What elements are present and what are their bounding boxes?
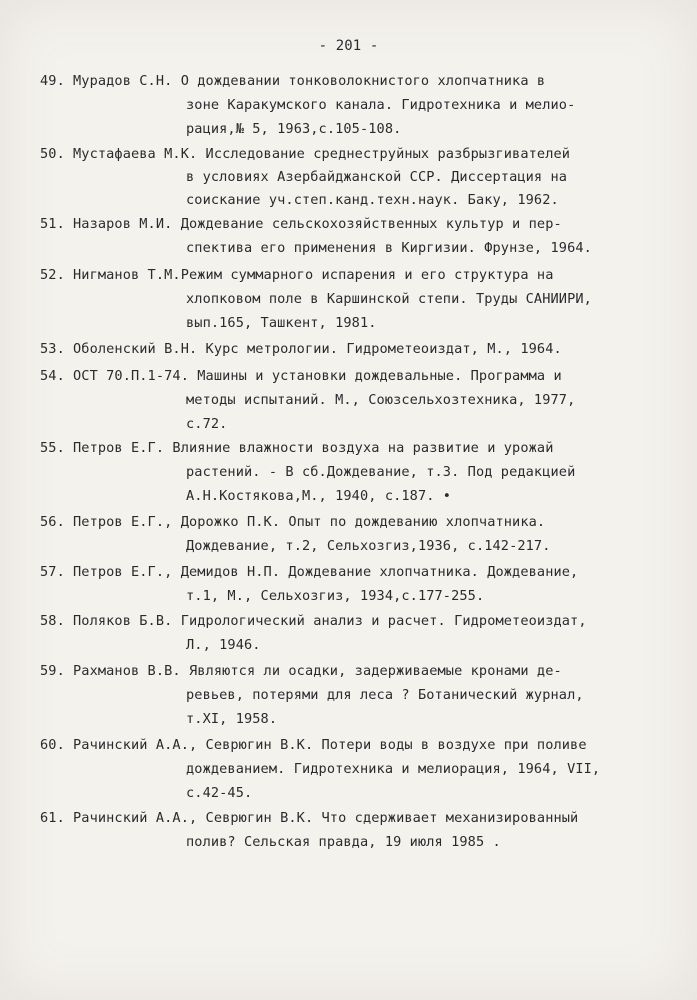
reference-line: дождеванием. Гидротехника и мелиорация, 1964, VII, (186, 761, 601, 777)
reference-line: Л., 1946. (186, 637, 261, 653)
reference-number: 52. (40, 267, 65, 283)
reference-line: в условиях Азербайджанской ССР. Диссертация на (186, 169, 568, 185)
reference-number: 57. (40, 564, 65, 580)
reference-number: 49. (40, 73, 65, 89)
reference-line: Поляков Б.В. Гидрологический анализ и расчет. Гидрометеоиздат, (73, 613, 587, 629)
reference-line: Петров Е.Г., Дорожко П.К. Опыт по дождеванию хлопчатника. (73, 514, 546, 530)
reference-line: соискание уч.степ.канд.техн.наук. Баку, 1962. (186, 192, 559, 208)
reference-number: 56. (40, 514, 65, 530)
reference-line: Рачинский А.А., Севрюгин В.К. Потери воды в воздухе при поливе (73, 737, 587, 753)
reference-number: 53. (40, 341, 65, 357)
reference-line: полив? Сельская правда, 19 июля 1985 . (186, 834, 501, 850)
reference-line: спектива его применения в Киргизии. Фрунзе, 1964. (186, 240, 592, 256)
page-number: - 201 - (318, 38, 379, 54)
reference-line: методы испытаний. М., Союзсельхозтехника, 1977, (186, 392, 576, 408)
reference-line: Петров Е.Г. Влияние влажности воздуха на развитие и урожай (73, 440, 554, 456)
reference-line: Петров Е.Г., Демидов Н.П. Дождевание хлопчатника. Дождевание, (73, 564, 579, 580)
reference-line: растений. - В сб.Дождевание, т.3. Под редакцией (186, 464, 576, 480)
reference-line: Дождевание, т.2, Сельхозгиз,1936, с.142-217. (186, 538, 551, 554)
reference-line: Мурадов С.Н. О дождевании тонковолокнистого хлопчатника в (73, 73, 546, 89)
reference-line: вып.165, Ташкент, 1981. (186, 315, 377, 331)
reference-number: 60. (40, 737, 65, 753)
reference-line: с.42-45. (186, 785, 253, 801)
reference-line: рация,№ 5, 1963,с.105-108. (186, 121, 402, 137)
reference-line: А.Н.Костякова,М., 1940, с.187. • (186, 488, 452, 504)
reference-number: 51. (40, 216, 65, 232)
reference-line: Оболенский В.Н. Курс метрологии. Гидрометеоиздат, М., 1964. (73, 341, 562, 357)
reference-line: т.XI, 1958. (186, 711, 278, 727)
reference-line: Назаров М.И. Дождевание сельскохозяйственных культур и пер- (73, 216, 562, 232)
reference-line: ОСТ 70.П.1-74. Машины и установки дождевальные. Программа и (73, 368, 562, 384)
reference-line: т.1, М., Сельхозгиз, 1934,с.177-255. (186, 588, 485, 604)
reference-number: 59. (40, 663, 65, 679)
reference-line: ревьев, потерями для леса ? Ботанический журнал, (186, 687, 584, 703)
reference-line: Рахманов В.В. Являются ли осадки, задерживаемые кронами де- (73, 663, 562, 679)
reference-line: хлопковом поле в Каршинской степи. Труды САНИИРИ, (186, 291, 592, 307)
reference-number: 54. (40, 368, 65, 384)
reference-line: Нигманов Т.М.Режим суммарного испарения и его структура на (73, 267, 554, 283)
reference-line: зоне Каракумского канала. Гидротехника и мелио- (186, 97, 576, 113)
reference-line: Рачинский А.А., Севрюгин В.К. Что сдерживает механизированный (73, 810, 579, 826)
reference-number: 61. (40, 810, 65, 826)
reference-number: 58. (40, 613, 65, 629)
reference-number: 50. (40, 146, 65, 162)
reference-line: с.72. (186, 416, 228, 432)
reference-number: 55. (40, 440, 65, 456)
reference-line: Мустафаева М.К. Исследование среднеструйных разбрызгивателей (73, 146, 571, 162)
